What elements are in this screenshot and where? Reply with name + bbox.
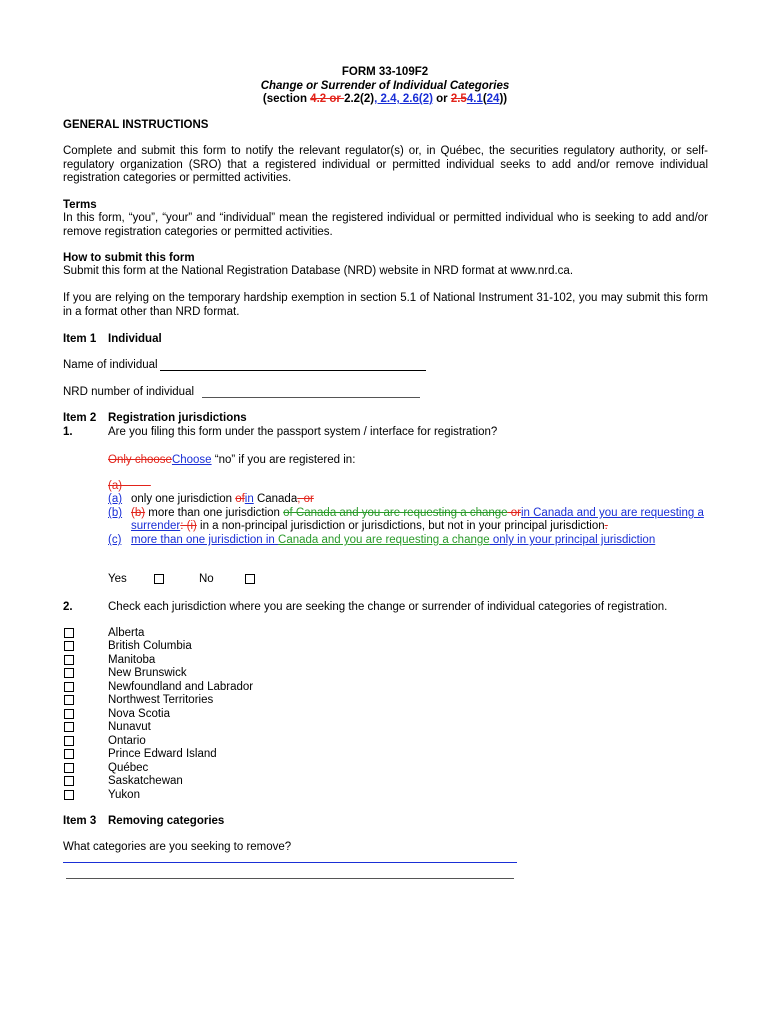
jurisdiction-label: Québec [108, 762, 149, 774]
question1-text: Are you filing this form under the passport system / interface for registration? [108, 426, 498, 438]
jurisdiction-label: Nova Scotia [108, 708, 171, 720]
jurisdiction-label: Manitoba [108, 654, 156, 666]
terms-text: In this form, “you”, “your” and “individual” mean the registered individual or permitted individual who is seeking to add and/or remove registration categories or permitted activities. [63, 212, 708, 238]
name-of-individual-field[interactable] [160, 370, 426, 371]
yes-label: Yes [108, 573, 127, 585]
jurisdiction-checkbox[interactable] [64, 628, 74, 638]
jurisdiction-checkbox[interactable] [64, 695, 74, 705]
jurisdiction-label: Yukon [108, 789, 140, 801]
jurisdiction-checkbox[interactable] [64, 655, 74, 665]
jurisdiction-checkbox[interactable] [64, 709, 74, 719]
jurisdiction-checkbox[interactable] [64, 641, 74, 651]
jurisdiction-checkbox[interactable] [64, 722, 74, 732]
option-c-number: (c) [108, 534, 122, 546]
option-b-number: (b) [108, 507, 123, 519]
nrd-number-label: NRD number of individual [63, 386, 195, 398]
submit-text: Submit this form at the National Registration Database (NRD) website in NRD format at www.nrd.ca. [63, 265, 574, 277]
jurisdiction-checkbox[interactable] [64, 668, 74, 678]
item2-label: Item 2 [63, 412, 97, 424]
jurisdiction-label: Ontario [108, 735, 146, 747]
jurisdiction-checkbox[interactable] [64, 790, 74, 800]
no-checkbox[interactable] [245, 574, 255, 584]
jurisdiction-label: Prince Edward Island [108, 748, 217, 760]
general-instructions-heading: GENERAL INSTRUCTIONS [63, 119, 209, 131]
yes-checkbox[interactable] [154, 574, 164, 584]
jurisdiction-label: Newfoundland and Labrador [108, 681, 254, 693]
name-of-individual-label: Name of individual [63, 359, 158, 371]
remove-categories-field-line[interactable] [66, 878, 514, 879]
remove-categories-question: What categories are you seeking to remove? [63, 841, 292, 853]
option-c-text: more than one jurisdiction in Canada and you are requesting a change only in your principal jurisdiction [131, 534, 656, 546]
form-number: FORM 33-109F2 [341, 66, 429, 78]
item3-label: Item 3 [63, 815, 97, 827]
question1-number: 1. [63, 426, 73, 438]
hardship-text: If you are relying on the temporary hardship exemption in section 5.1 of National Instrument 31-102, you may submit this form in a format other than NRD format. [63, 292, 708, 318]
option-b-text-cont: surrender: (i) in a non-principal jurisdiction or jurisdictions, but not in your principal jurisdiction. [131, 520, 608, 532]
nrd-number-field[interactable] [202, 397, 420, 398]
remove-categories-field[interactable] [63, 862, 517, 863]
jurisdiction-label: Nunavut [108, 721, 151, 733]
item1-label: Item 1 [63, 333, 97, 345]
terms-heading: Terms [63, 199, 97, 211]
question2-number: 2. [63, 601, 73, 613]
form-title: Change or Surrender of Individual Categories [260, 80, 510, 92]
option-b-text: (b) more than one jurisdiction of Canada and you are requesting a change orin Canada and you are requesting a [131, 507, 704, 519]
jurisdiction-checkbox[interactable] [64, 736, 74, 746]
item3-title: Removing categories [108, 815, 225, 827]
jurisdiction-checkbox[interactable] [64, 682, 74, 692]
jurisdiction-checkbox[interactable] [64, 776, 74, 786]
form-section-ref: (section 4.2 or 2.2(2), 2.4, 2.6(2) or 2.54.1(24)) [262, 93, 508, 105]
option-a-number: (a) [108, 493, 123, 505]
option-a-text: only one jurisdiction ofin Canada, or [131, 493, 314, 505]
deleted-option-a: (a) [108, 480, 123, 492]
no-label: No [199, 573, 214, 585]
general-instructions-text: Complete and submit this form to notify the relevant regulator(s) or, in Québec, the securities regulatory authority, or self-regulatory organization (SRO) that a registered individual or permitted individual seeks to add and/or remove individual registration categories or permitted activities. [63, 145, 708, 184]
jurisdiction-label: Northwest Territories [108, 694, 214, 706]
jurisdiction-checkbox[interactable] [64, 749, 74, 759]
item2-title: Registration jurisdictions [108, 412, 247, 424]
question2-text: Check each jurisdiction where you are seeking the change or surrender of individual categories of registration. [108, 601, 668, 613]
jurisdiction-label: British Columbia [108, 640, 192, 652]
jurisdiction-label: Saskatchewan [108, 775, 183, 787]
jurisdiction-label: New Brunswick [108, 667, 187, 679]
jurisdiction-label: Alberta [108, 627, 145, 639]
choose-instruction: Only chooseChoose “no” if you are registered in: [108, 454, 356, 466]
submit-heading: How to submit this form [63, 252, 195, 264]
item1-title: Individual [108, 333, 162, 345]
jurisdiction-checkbox[interactable] [64, 763, 74, 773]
